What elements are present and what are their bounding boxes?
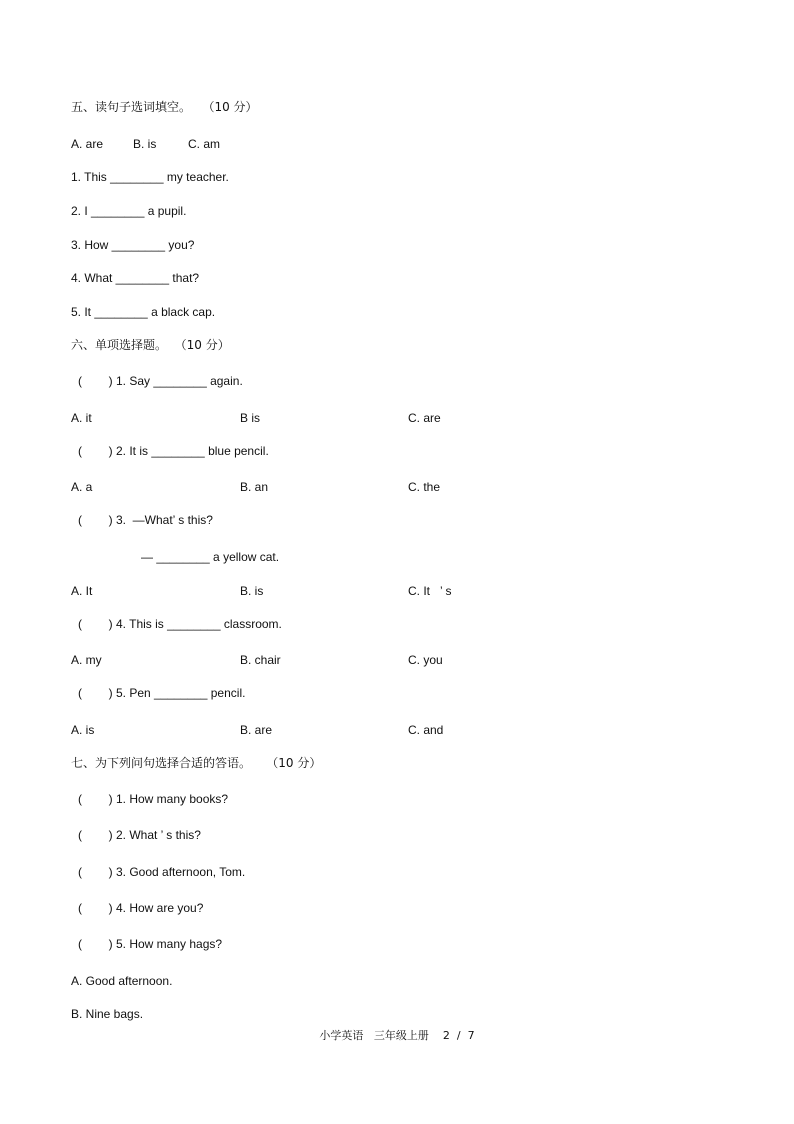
section-6-q1-option-a: A. it	[71, 411, 92, 425]
section-7-item-2: ( ) 2. What ’ s this?	[78, 828, 201, 842]
section-6-question-2: ( ) 2. It is ________ blue pencil.	[78, 444, 269, 458]
section-6-question-1: ( ) 1. Say ________ again.	[78, 374, 243, 388]
section-5-item-4: 4. What ________ that?	[71, 271, 200, 285]
section-6-q5-option-b: B. are	[240, 723, 273, 737]
section-6-q3-option-a: A. It	[71, 584, 93, 598]
section-6-q5-option-c: C. and	[408, 723, 444, 737]
section-6-q4-option-a: A. my	[71, 653, 102, 667]
section-6-q2-option-b: B. an	[240, 480, 269, 494]
section-6-question-3: ( ) 3. —What’ s this?	[78, 513, 213, 527]
section-5-item-5: 5. It ________ a black cap.	[71, 305, 216, 319]
section-5-option-c: C. am	[188, 137, 221, 151]
section-5-item-3: 3. How ________ you?	[71, 238, 195, 252]
section-7-item-5: ( ) 5. How many hags?	[78, 937, 223, 951]
section-6-q1-option-b: B is	[240, 411, 261, 425]
section-6-q5-option-a: A. is	[71, 723, 95, 737]
section-7-item-1: ( ) 1. How many books?	[78, 792, 229, 806]
page-footer: 小学英语 三年级上册 2 / 7	[319, 1029, 475, 1042]
section-7-answer-b: B. Nine bags.	[71, 1007, 144, 1021]
section-5-item-1: 1. This ________ my teacher.	[71, 170, 229, 184]
section-6-q2-option-c: C. the	[408, 480, 441, 494]
section-7-answer-a: A. Good afternoon.	[71, 974, 173, 988]
section-6-q1-option-c: C. are	[408, 411, 441, 425]
section-6-question-3-line-2: — ________ a yellow cat.	[141, 550, 280, 564]
section-5-heading: 五、读句子选词填空。 （10 分）	[71, 100, 258, 114]
section-6-q4-option-c: C. you	[408, 653, 443, 667]
section-6-heading: 六、单项选择题。 （10 分）	[71, 338, 230, 352]
section-7-heading: 七、为下列问句选择合适的答语。 （10 分）	[71, 756, 322, 770]
section-6-q4-option-b: B. chair	[240, 653, 281, 667]
section-6-q3-option-c: C. It ’ s	[408, 584, 452, 598]
section-7-item-3: ( ) 3. Good afternoon, Tom.	[78, 865, 246, 879]
section-5-option-b: B. is	[133, 137, 157, 151]
section-6-question-5: ( ) 5. Pen ________ pencil.	[78, 686, 246, 700]
section-6-q2-option-a: A. a	[71, 480, 93, 494]
section-6-question-4: ( ) 4. This is ________ classroom.	[78, 617, 282, 631]
section-6-q3-option-b: B. is	[240, 584, 264, 598]
section-7-item-4: ( ) 4. How are you?	[78, 901, 204, 915]
section-5-item-2: 2. I ________ a pupil.	[71, 204, 187, 218]
section-5-option-a: A. are	[71, 137, 104, 151]
